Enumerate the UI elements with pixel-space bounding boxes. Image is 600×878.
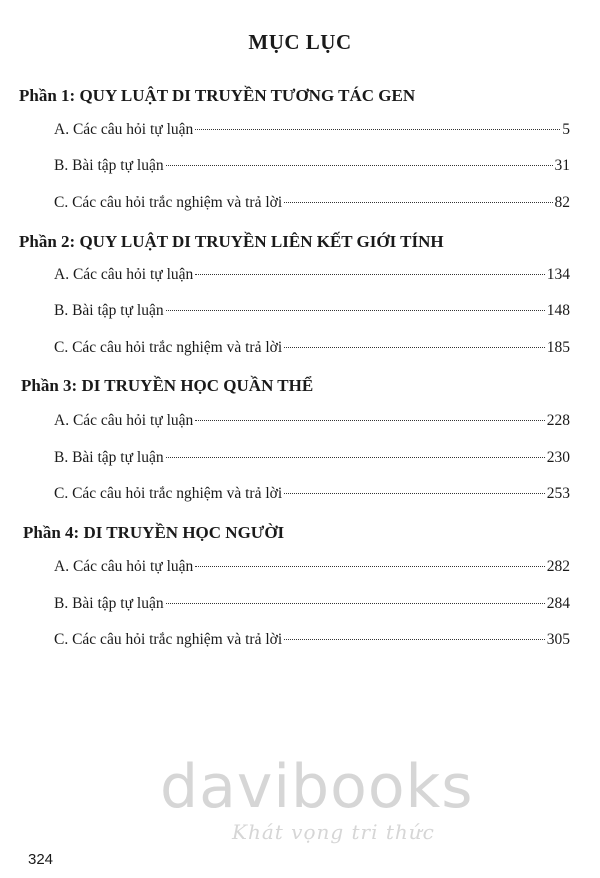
entry-label: A. Các câu hỏi tự luận	[54, 558, 194, 575]
toc-entry	[54, 194, 570, 216]
entry-page: 31	[554, 157, 570, 174]
entry-page: 253	[546, 485, 570, 502]
entry-label: C. Các câu hỏi trắc nghiệm và trả lời	[54, 631, 283, 648]
toc-entry	[54, 121, 570, 143]
dot-leader	[195, 129, 560, 130]
entry-label: B. Bài tập tự luận	[54, 449, 164, 466]
dot-leader	[284, 639, 545, 640]
toc-entry	[54, 595, 570, 617]
dot-leader	[284, 347, 545, 348]
watermark-brand: davibooks	[160, 752, 474, 822]
dot-leader	[195, 566, 544, 567]
part-3-title: Phần 3: DI TRUYỀN HỌC QUẦN THỂ	[21, 376, 314, 395]
toc-entry	[54, 412, 570, 434]
dot-leader	[195, 274, 544, 275]
toc-entry	[54, 449, 570, 471]
page-number: 324	[28, 851, 54, 868]
entry-page: 284	[546, 595, 570, 612]
part-4-title: Phần 4: DI TRUYỀN HỌC NGƯỜI	[23, 523, 285, 542]
watermark-tagline: Khát vọng tri thức	[232, 820, 435, 844]
dot-leader	[195, 420, 544, 421]
dot-leader	[284, 493, 545, 494]
entry-label: B. Bài tập tự luận	[54, 595, 164, 612]
entry-page: 305	[546, 631, 570, 648]
entry-page: 282	[546, 558, 570, 575]
entry-page: 148	[546, 302, 570, 319]
page-title: MỤC LỤC	[248, 30, 352, 54]
entry-page: 5	[562, 121, 570, 138]
toc-entry	[54, 339, 570, 361]
part-1-title: Phần 1: QUY LUẬT DI TRUYỀN TƯƠNG TÁC GEN	[19, 86, 416, 105]
dot-leader	[166, 310, 545, 311]
dot-leader	[166, 457, 545, 458]
toc-entry	[54, 558, 570, 580]
entry-label: C. Các câu hỏi trắc nghiệm và trả lời	[54, 194, 283, 211]
entry-label: C. Các câu hỏi trắc nghiệm và trả lời	[54, 339, 283, 356]
part-2-title: Phần 2: QUY LUẬT DI TRUYỀN LIÊN KẾT GIỚI TÍNH	[19, 232, 444, 251]
entry-label: B. Bài tập tự luận	[54, 157, 164, 174]
toc-entry	[54, 266, 570, 288]
entry-label: A. Các câu hỏi tự luận	[54, 412, 194, 429]
dot-leader	[166, 603, 545, 604]
entry-page: 134	[546, 266, 570, 283]
entry-label: A. Các câu hỏi tự luận	[54, 121, 194, 138]
toc-entry	[54, 631, 570, 653]
toc-entry	[54, 302, 570, 324]
dot-leader	[284, 202, 552, 203]
toc-entry	[54, 157, 570, 179]
entry-label: A. Các câu hỏi tự luận	[54, 266, 194, 283]
entry-label: B. Bài tập tự luận	[54, 302, 164, 319]
entry-page: 230	[546, 449, 570, 466]
entry-page: 82	[554, 194, 570, 211]
entry-page: 228	[546, 412, 570, 429]
dot-leader	[166, 165, 553, 166]
toc-entry	[54, 485, 570, 507]
entry-page: 185	[546, 339, 570, 356]
entry-label: C. Các câu hỏi trắc nghiệm và trả lời	[54, 485, 283, 502]
